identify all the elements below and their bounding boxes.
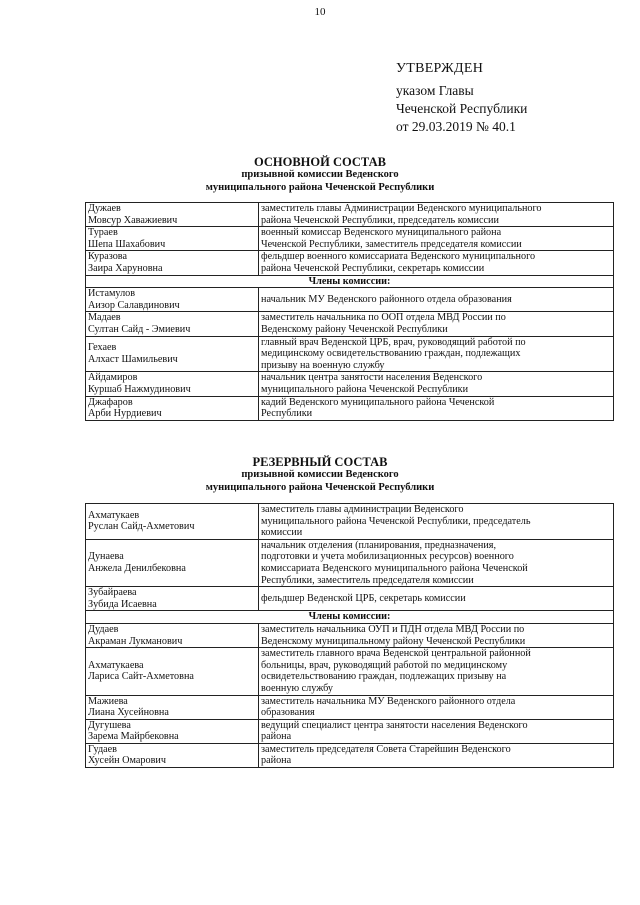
member-position-line: Веденскому муниципальному району Чеченской Республики (261, 635, 526, 647)
member-name-line: Анжела Денилбековна (88, 562, 186, 574)
member-position-line: заместитель главы администрации Веденского (261, 504, 464, 515)
table-row (86, 251, 614, 275)
member-name-line: Мовсур Хаважиевич (88, 214, 178, 226)
member-position-line: подготовки и учета мобилизационных ресурсов) военного (261, 551, 514, 563)
reserve-roster-table (85, 503, 614, 768)
member-position-line: комиссариата Веденского муниципального района Чеченской (261, 562, 528, 574)
approval-line: указом Главы (396, 83, 474, 98)
member-name-line: Заира Харуновна (88, 262, 163, 274)
table-row (86, 227, 614, 251)
member-name (86, 227, 259, 251)
table-row (86, 623, 614, 647)
reserve-section-title: РЕЗЕРВНЫЙ СОСТАВ (252, 455, 388, 469)
table-row (86, 743, 614, 767)
member-position (259, 372, 614, 396)
member-name (86, 719, 259, 743)
member-name-line: Аизор Салавдинович (88, 299, 180, 311)
members-label: Члены комиссии: (86, 611, 614, 624)
member-name-line: Султан Сайд - Эмиевич (88, 323, 191, 335)
members-label: Члены комиссии: (86, 275, 614, 288)
member-position (259, 227, 614, 251)
member-position-line: фельдшер Веденской ЦРБ, секретарь комиссии (261, 592, 466, 604)
main-section-heading (0, 155, 640, 194)
member-position-line: главный врач Веденской ЦРБ, врач, руководящий работой по (261, 336, 526, 348)
member-name-line: Дугушева (88, 719, 131, 731)
member-position (259, 336, 614, 372)
member-position (259, 695, 614, 719)
member-name-line: Мадаев (88, 312, 121, 324)
main-section-subtitle: муниципального района Чеченской Республики (205, 181, 435, 193)
member-name-line: Джафаров (88, 396, 133, 408)
member-position (259, 396, 614, 420)
table-row (86, 312, 614, 336)
member-position-line: начальник центра занятости населения Веденского (261, 372, 483, 384)
member-name-line: Дужаев (88, 203, 121, 214)
member-name-line: Арби Нурдиевич (88, 408, 162, 420)
member-position-line: заместитель начальника МУ Веденского районного отдела (261, 695, 516, 707)
page-number: 10 (314, 6, 326, 18)
member-position-line: начальник отделения (планирования, предназначения, (261, 539, 497, 551)
member-position-line: Республики (261, 408, 313, 420)
member-position-line: больницы, врач, руководящий работой по медицинскому (261, 659, 508, 671)
member-name (86, 203, 259, 227)
member-position (259, 743, 614, 767)
table-row (86, 539, 614, 586)
table-row (86, 336, 614, 372)
member-name-line: Истамулов (88, 288, 136, 300)
member-name (86, 312, 259, 336)
approval-line: от 29.03.2019 № 40.1 (396, 119, 516, 134)
reserve-section-subtitle: муниципального района Чеченской Республики (205, 481, 435, 493)
reserve-section-heading (0, 455, 640, 494)
member-name-line: Куршаб Нажмудинович (88, 383, 191, 395)
member-position-line: заместитель главы Администрации Веденского муниципального (261, 203, 542, 214)
table-row (86, 372, 614, 396)
main-section-title: ОСНОВНОЙ СОСТАВ (254, 155, 386, 169)
member-name-line: Дудаев (88, 623, 119, 635)
member-position-line: заместитель начальника ОУП и ПДН отдела МВД России по (261, 623, 525, 635)
member-position-line: района (261, 755, 292, 767)
member-name (86, 695, 259, 719)
member-position-line: муниципального района Чеченской Республики, председатель (261, 515, 531, 527)
member-position (259, 539, 614, 586)
member-position-line: Республики, заместитель председателя комиссии (261, 574, 474, 586)
table-row (86, 504, 614, 540)
member-name-line: Лариса Сайт-Ахметовна (88, 671, 194, 683)
approval-block (396, 60, 527, 136)
member-position-line: ведущий специалист центра занятости населения Веденского (261, 719, 528, 731)
member-name-line: Ахматукаева (88, 659, 144, 671)
table-row (86, 587, 614, 611)
member-position-line: района Чеченской Республики, председатель комиссии (261, 214, 499, 226)
member-position-line: кадий Веденского муниципального района Чеченской (261, 396, 495, 408)
member-name-line: Ахматукаев (88, 509, 140, 521)
member-name (86, 251, 259, 275)
member-position-line: района (261, 731, 292, 743)
member-name-line: Зубайраева (88, 587, 137, 599)
member-position-line: Веденскому району Чеченской Республики (261, 323, 448, 335)
member-name-line: Руслан Сайд-Ахметович (88, 521, 195, 533)
member-position (259, 623, 614, 647)
member-position-line: заместитель главного врача Веденской центральной районной (261, 648, 531, 660)
approval-line: Чеченской Республики (396, 101, 528, 116)
member-name-line: Гудаев (88, 743, 117, 755)
member-position-line: района Чеченской Республики, секретарь комиссии (261, 262, 485, 274)
member-position (259, 587, 614, 611)
member-position-line: муниципального района Чеченской Республики (261, 383, 469, 395)
member-name (86, 648, 259, 695)
members-label-row (86, 275, 614, 288)
member-position-line: военную службу (261, 682, 333, 694)
member-name-line: Зарема Майрбековна (88, 731, 179, 743)
member-name-line: Лиана Хусейновна (88, 707, 169, 719)
member-position-line: начальник МУ Веденского районного отдела образования (261, 293, 512, 305)
table-row (86, 396, 614, 420)
member-name-line: Айдамиров (88, 372, 138, 384)
table-row (86, 719, 614, 743)
member-name (86, 336, 259, 372)
member-position (259, 203, 614, 227)
member-position (259, 312, 614, 336)
main-section-subtitle: призывной комиссии Веденского (241, 169, 399, 180)
member-position (259, 504, 614, 540)
member-name-line: Хусейн Омарович (88, 755, 167, 767)
table-row (86, 288, 614, 312)
members-label-row (86, 611, 614, 624)
member-name (86, 743, 259, 767)
member-name-line: Алхаст Шамильевич (88, 353, 178, 365)
member-name (86, 372, 259, 396)
member-position-line: освидетельствованию граждан, подлежащих призыву на (261, 671, 507, 683)
member-position (259, 288, 614, 312)
member-position (259, 648, 614, 695)
member-position-line: комиссии (261, 527, 303, 539)
member-position-line: фельдшер военного комиссариата Веденского муниципального (261, 251, 536, 263)
member-name-line: Акраман Лукманович (88, 635, 183, 647)
member-name (86, 623, 259, 647)
member-name-line: Дунаева (88, 551, 124, 563)
member-position-line: образования (261, 707, 315, 719)
member-position-line: медицинскому освидетельствованию граждан, подлежащих (261, 348, 521, 360)
member-name (86, 587, 259, 611)
member-position-line: заместитель начальника по ООП отдела МВД России по (261, 312, 506, 324)
member-name (86, 396, 259, 420)
member-position (259, 719, 614, 743)
member-name-line: Тураев (88, 227, 118, 239)
table-row (86, 203, 614, 227)
member-position-line: военный комиссар Веденского муниципального района (261, 227, 502, 239)
reserve-section-subtitle: призывной комиссии Веденского (241, 469, 399, 480)
member-position-line: Чеченской Республики, заместитель председателя комиссии (261, 238, 522, 250)
table-row (86, 648, 614, 695)
member-name (86, 504, 259, 540)
member-name-line: Гехаев (88, 342, 117, 354)
member-name (86, 288, 259, 312)
member-position-line: призыву на военную службу (261, 359, 385, 371)
member-name-line: Шепа Шахабович (88, 238, 166, 250)
approval-title: УТВЕРЖДЕН (396, 61, 484, 76)
member-name (86, 539, 259, 586)
member-position (259, 251, 614, 275)
member-name-line: Зубида Исаевна (88, 598, 157, 610)
main-roster-table (85, 202, 614, 421)
member-position-line: заместитель председателя Совета Старейшин Веденского (261, 743, 511, 755)
table-row (86, 695, 614, 719)
member-name-line: Мажиева (88, 695, 128, 707)
member-name-line: Куразова (88, 251, 127, 263)
